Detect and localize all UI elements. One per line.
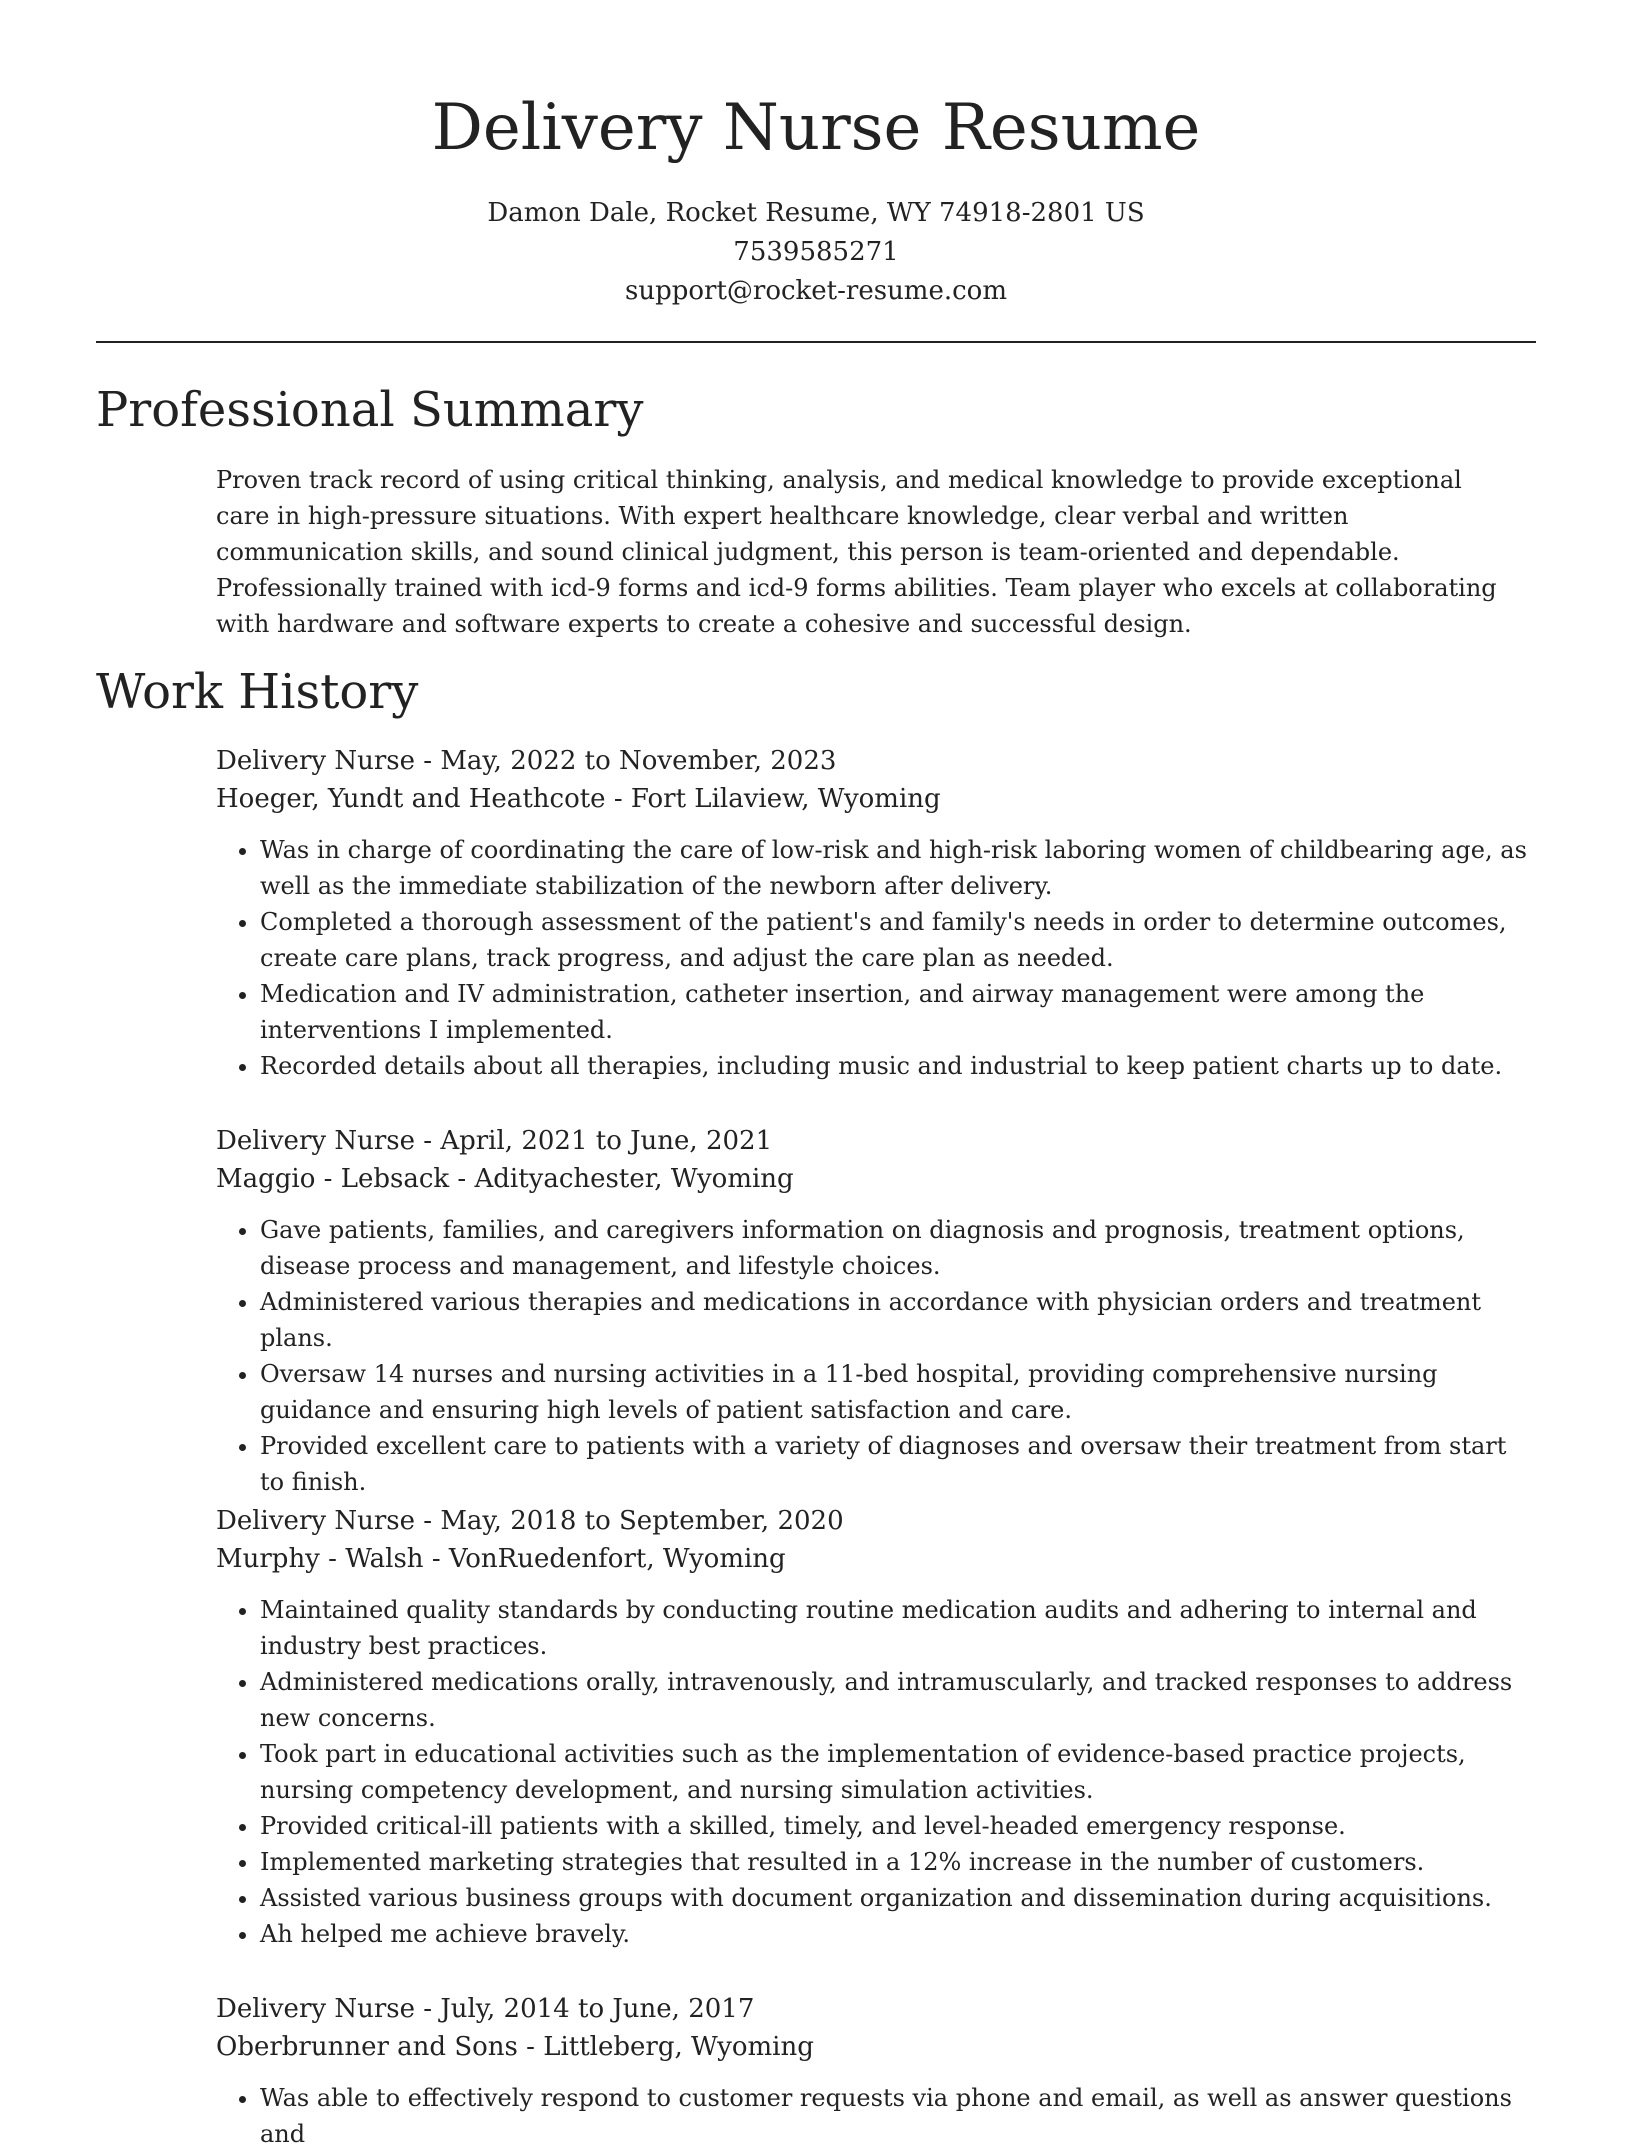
- list-item: • Assisted various business groups with document organization and dissemination during acquisitions.: [260, 1880, 1536, 1916]
- job-location: Fort Lilaview, Wyoming: [630, 784, 941, 814]
- contact-block: [0, 194, 1632, 311]
- summary-heading: Professional Summary: [96, 382, 644, 438]
- work-history-heading: Work History: [96, 664, 419, 720]
- list-item: • Gave patients, families, and caregivers information on diagnosis and prognosis, treatment options, disease process and management, and lifestyle choices.: [260, 1212, 1536, 1284]
- job-company: Murphy - Walsh: [216, 1544, 424, 1574]
- contact-phone: 7539585271: [733, 237, 899, 267]
- job-dates: May, 2022 to November, 2023: [440, 746, 837, 776]
- separator: -: [517, 2032, 544, 2062]
- separator: -: [414, 1994, 441, 2024]
- contact-address: Damon Dale, Rocket Resume, WY 74918-2801 US: [487, 198, 1145, 228]
- job-entry: [216, 1122, 1536, 1500]
- job-title: Delivery Nurse: [216, 746, 415, 776]
- job-bullets: [216, 832, 1536, 1084]
- list-item: • Administered various therapies and medications in accordance with physician orders and treatment plans.: [260, 1284, 1536, 1356]
- separator: -: [449, 1164, 475, 1194]
- job-entry: [216, 1990, 1536, 2152]
- job-title-line: [216, 1122, 1536, 1160]
- job-title: Delivery Nurse: [216, 1126, 415, 1156]
- job-location: Adityachester, Wyoming: [474, 1164, 794, 1194]
- list-item: • Recorded details about all therapies, including music and industrial to keep patient charts up to date.: [260, 1048, 1536, 1084]
- summary-text: Proven track record of using critical thinking, analysis, and medical knowledge to provide exceptional care in high-pressure situations. With expert healthcare knowledge, clear verbal and written communication skills, and sound clinical judgment, this person is team-oriented and dependable. Professionally trained with icd-9 forms and icd-9 forms abilities. Team player who excels at collaborating with hardware and software experts to create a cohesive and successful design.: [216, 466, 1497, 638]
- list-item: • Was in charge of coordinating the care of low-risk and high-risk laboring women of childbearing age, as well as the immediate stabilization of the newborn after delivery.: [260, 832, 1536, 904]
- job-title-line: [216, 1990, 1536, 2028]
- list-item: • Completed a thorough assessment of the patient's and family's needs in order to determine outcomes, create care plans, track progress, and adjust the care plan as needed.: [260, 904, 1536, 976]
- job-location: Littleberg, Wyoming: [543, 2032, 814, 2062]
- list-item: • Provided excellent care to patients with a variety of diagnoses and oversaw their treatment from start to finish.: [260, 1428, 1536, 1500]
- list-item: • Implemented marketing strategies that resulted in a 12% increase in the number of customers.: [260, 1844, 1536, 1880]
- list-item: • Oversaw 14 nurses and nursing activities in a 11-bed hospital, providing comprehensive nursing guidance and ensuring high levels of patient satisfaction and care.: [260, 1356, 1536, 1428]
- job-company-line: [216, 1540, 1536, 1578]
- job-company-line: [216, 2028, 1536, 2066]
- separator: -: [423, 1544, 449, 1574]
- job-entry: [216, 742, 1536, 1084]
- list-item: • Ah helped me achieve bravely.: [260, 1916, 1536, 1952]
- job-company-line: [216, 1160, 1536, 1198]
- job-bullets: [216, 1212, 1536, 1500]
- job-dates: May, 2018 to September, 2020: [440, 1506, 844, 1536]
- job-company: Maggio - Lebsack: [216, 1164, 450, 1194]
- job-title: Delivery Nurse: [216, 1994, 415, 2024]
- separator: -: [414, 746, 441, 776]
- job-bullets: [216, 1592, 1536, 1952]
- list-item: • Was able to effectively respond to customer requests via phone and email, as well as answer questions and: [260, 2080, 1536, 2152]
- job-company-line: [216, 780, 1536, 818]
- job-dates: July, 2014 to June, 2017: [440, 1994, 755, 2024]
- job-title: Delivery Nurse: [216, 1506, 415, 1536]
- list-item: • Provided critical-ill patients with a skilled, timely, and level-headed emergency response.: [260, 1808, 1536, 1844]
- job-title-line: [216, 742, 1536, 780]
- separator: -: [414, 1506, 441, 1536]
- separator: -: [414, 1126, 441, 1156]
- header-divider: [96, 341, 1536, 343]
- job-title-line: [216, 1502, 1536, 1540]
- resume-title: Delivery Nurse Resume: [431, 91, 1201, 165]
- list-item: • Administered medications orally, intravenously, and intramuscularly, and tracked responses to address new concerns.: [260, 1664, 1536, 1736]
- job-entry: [216, 1502, 1536, 1952]
- contact-email: support@rocket-resume.com: [624, 276, 1007, 306]
- job-company: Hoeger, Yundt and Heathcote: [216, 784, 606, 814]
- list-item: • Medication and IV administration, catheter insertion, and airway management were among the interventions I implemented.: [260, 976, 1536, 1048]
- resume-header: [0, 80, 1632, 311]
- job-bullets: [216, 2080, 1536, 2152]
- separator: -: [605, 784, 631, 814]
- job-location: VonRuedenfort, Wyoming: [448, 1544, 786, 1574]
- list-item: • Took part in educational activities such as the implementation of evidence-based practice projects, nursing competency development, and nursing simulation activities.: [260, 1736, 1536, 1808]
- job-company: Oberbrunner and Sons: [216, 2032, 518, 2062]
- list-item: • Maintained quality standards by conducting routine medication audits and adhering to internal and industry best practices.: [260, 1592, 1536, 1664]
- job-dates: April, 2021 to June, 2021: [440, 1126, 773, 1156]
